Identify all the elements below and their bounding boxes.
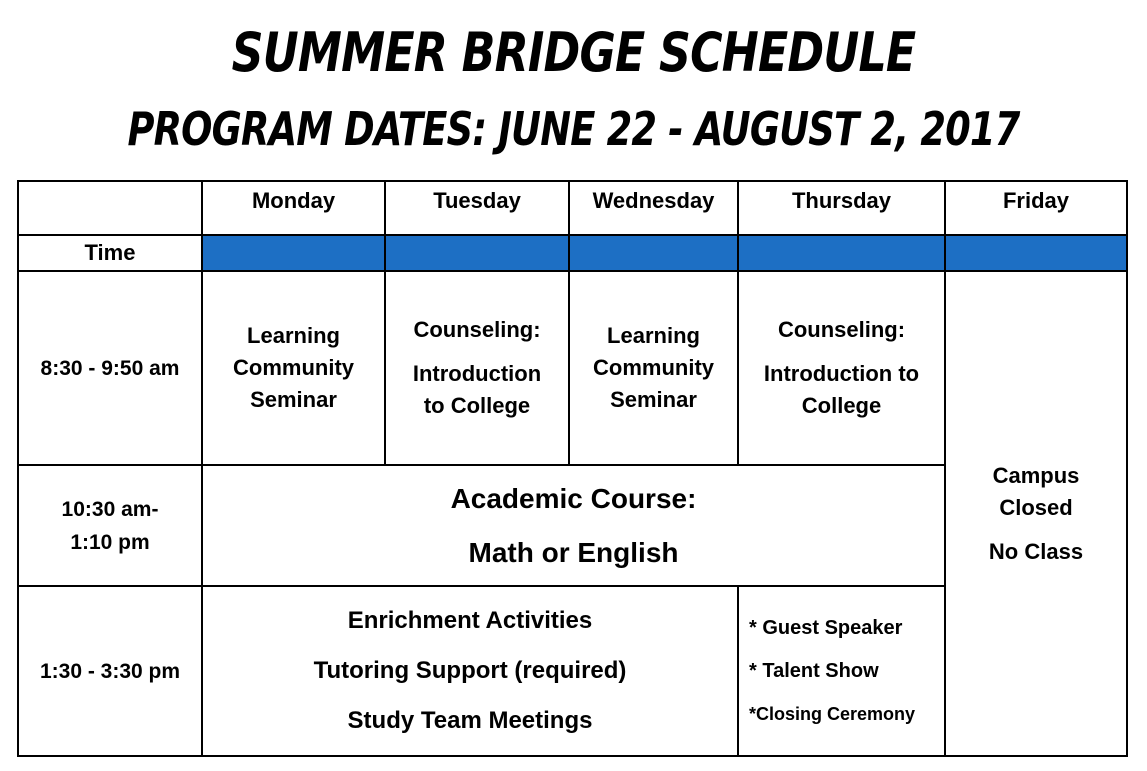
time-line: 10:30 am- [61,497,159,521]
friday-line: No Class [988,538,1084,564]
header-band-cell [385,235,569,271]
header-band-cell [569,235,738,271]
enrichment-line: Tutoring Support (required) [313,657,627,684]
course-line: Math or English [468,536,679,568]
session-line: Counseling: [413,317,541,342]
day-header-tuesday: Tuesday [385,181,569,235]
session-line: College [801,393,882,418]
session-line: Learning [247,323,340,348]
monday-morning-session [202,271,385,465]
thursday-extras-cell [738,586,945,756]
time-slot-afternoon: 1:30 - 3:30 pm [18,586,202,756]
session-line: to College [423,393,531,418]
academic-course-cell [202,465,945,586]
session-line: Seminar [610,387,697,412]
session-line: Community [233,355,354,380]
enrichment-line: Study Team Meetings [347,707,593,734]
enrichment-cell [202,586,738,756]
extras-line: *Closing Ceremony [749,703,916,724]
thursday-morning-session [738,271,945,465]
session-line: Counseling: [777,317,906,342]
friday-line: Campus [992,462,1080,488]
session-line: Community [593,355,714,380]
wednesday-morning-session [569,271,738,465]
header-band-cell [738,235,945,271]
extras-line: * Guest Speaker [749,616,903,639]
time-slot-midday [18,465,202,586]
time-line: 1:10 pm [70,530,150,554]
program-dates: PROGRAM DATES: JUNE 22 - AUGUST 2, 2017 [127,102,1020,156]
day-header-row [18,181,1127,235]
session-line: Learning [607,323,700,348]
time-header: Time [18,235,202,271]
session-line: Seminar [250,387,337,412]
header-band-cell [202,235,385,271]
enrichment-line: Enrichment Activities [347,607,593,634]
day-header-thursday: Thursday [738,181,945,235]
day-header-monday: Monday [202,181,385,235]
page-title: SUMMER BRIDGE SCHEDULE [231,21,916,84]
session-line: Introduction [412,361,542,386]
day-header-friday: Friday [945,181,1127,235]
tuesday-morning-session [385,271,569,465]
time-slot-morning: 8:30 - 9:50 am [18,271,202,465]
session-line: Introduction to [763,361,920,386]
schedule-table [17,180,1128,757]
course-line: Academic Course: [450,482,697,514]
friday-closed-cell [945,271,1127,756]
corner-cell [18,181,202,235]
friday-line: Closed [999,494,1073,520]
header-band-cell [945,235,1127,271]
day-header-wednesday: Wednesday [569,181,738,235]
time-header-row [18,235,1127,271]
morning-row [18,271,1127,465]
extras-line: * Talent Show [749,659,879,682]
